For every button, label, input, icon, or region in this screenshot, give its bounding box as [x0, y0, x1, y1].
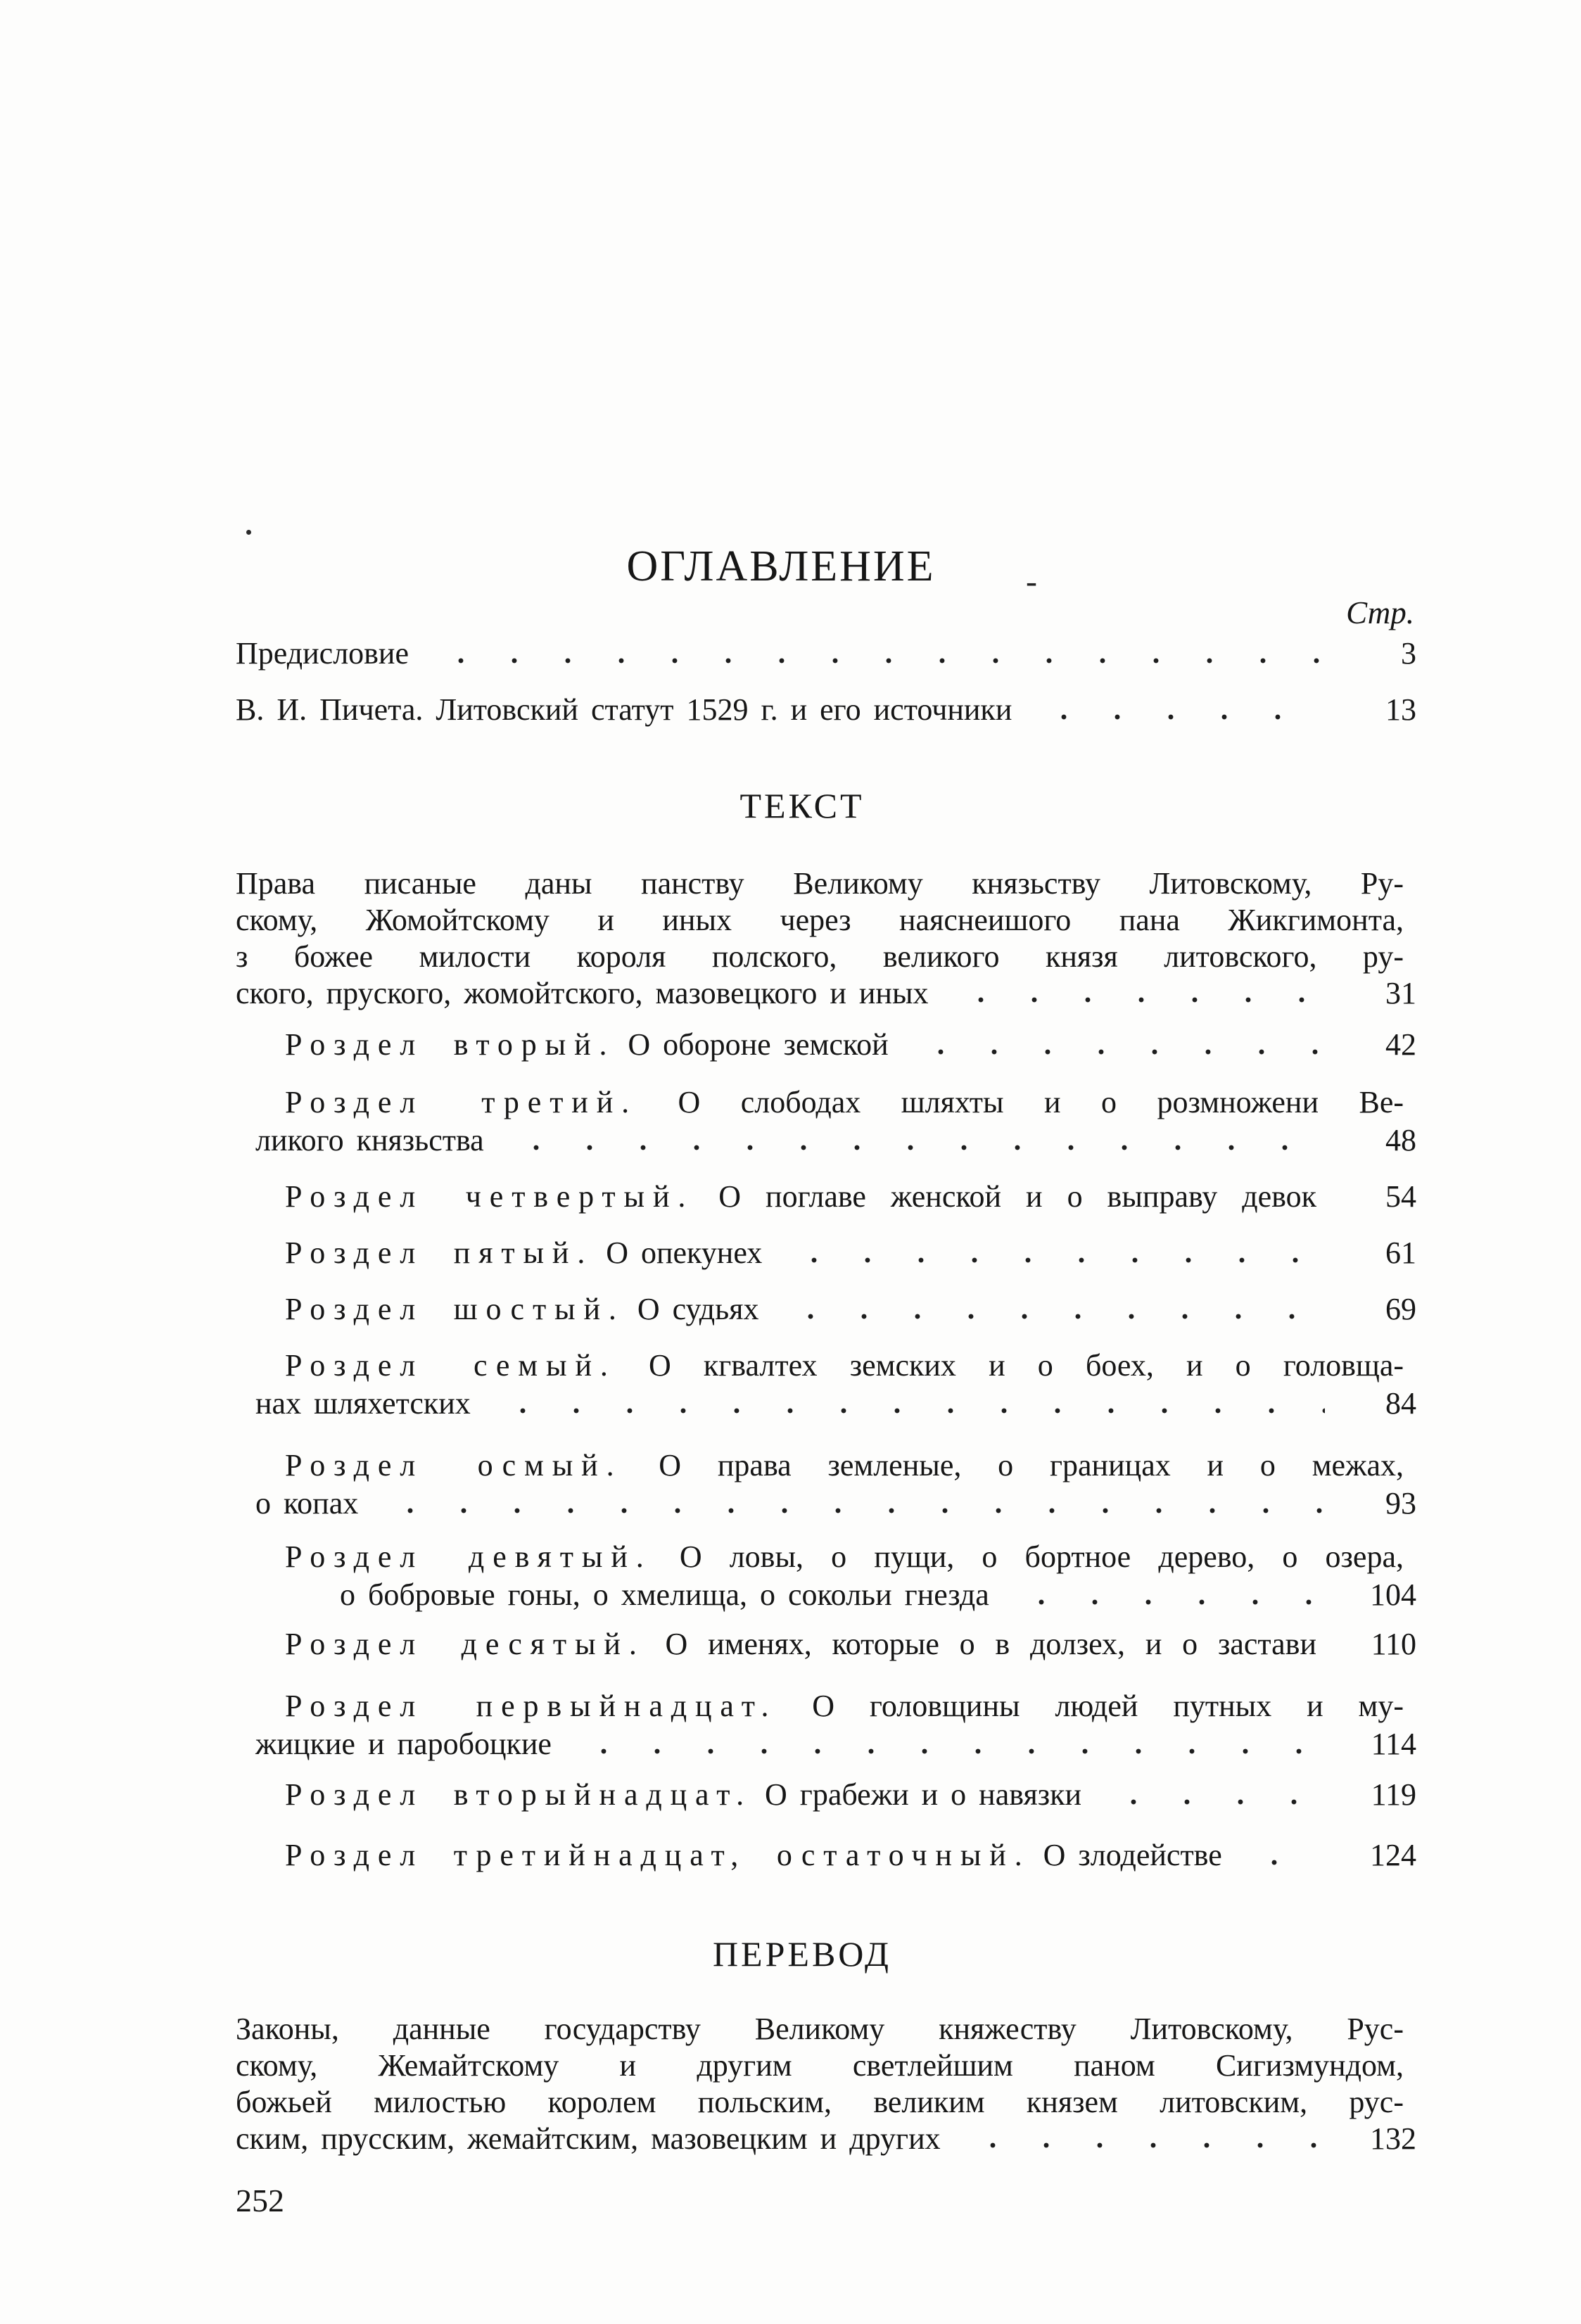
entry-rest: О поглаве женской и о выправу девок [718, 1179, 1316, 1214]
paragraph-line: з божее милости короля полского, великого князя литовского, ру- [236, 939, 1404, 974]
entry-text: В. И. Пичета. Литовский статут 1529 г. и его источники [236, 692, 1012, 727]
entry-label: Роздел третийнадцат, остаточный. [285, 1838, 1031, 1872]
paragraph-line: Права писаные даны панству Великому князьству Литовскому, Ру- [236, 866, 1404, 901]
page-number: 69 [1385, 1292, 1416, 1326]
entry-continuation-line [236, 1122, 1416, 1160]
paragraph-line: божьей милостью королем польским, великим князем литовским, рус- [236, 2085, 1404, 2119]
page-number: 3 [1401, 636, 1416, 671]
dot-leader [947, 977, 1325, 1012]
page-number: 54 [1385, 1179, 1416, 1214]
entry-cont-text: о копах [255, 1486, 359, 1520]
entry-first-line [236, 1084, 1404, 1122]
page-number: 93 [1385, 1486, 1416, 1520]
dot-leader [1240, 1839, 1325, 1874]
paragraph-line: Законы, данные государству Великому княжеству Литовскому, Рус- [236, 2012, 1404, 2046]
entry-cont-text: о бобровые гоны, о хмелища, о сокольи гнезда [340, 1577, 989, 1612]
entry-rest: О слободах шляхты и о розмножени Ве- [678, 1085, 1404, 1119]
toc-entry-2 [236, 1026, 1416, 1064]
entry-continuation-line [236, 1485, 1416, 1523]
page-number: 48 [1385, 1123, 1416, 1157]
entry-first-line [236, 1447, 1404, 1485]
page-number: 119 [1371, 1777, 1416, 1812]
dot-leader [427, 637, 1325, 673]
entry-text [285, 1234, 762, 1272]
entry-text [285, 1290, 758, 1328]
section-heading-perevod: ПЕРЕВОД [712, 1934, 892, 1974]
intro-paragraph-tekst [236, 865, 1416, 1012]
page-number: 132 [1370, 2121, 1416, 2156]
dot-leader [1100, 1779, 1325, 1814]
page-number: 104 [1370, 1577, 1416, 1612]
dot-leader [1030, 694, 1325, 729]
page-number: 114 [1371, 1727, 1416, 1761]
toc-entry-3 [236, 1084, 1416, 1160]
entry-rest: О судьях [637, 1292, 759, 1326]
page-number: 31 [1385, 976, 1416, 1010]
entry-first-line [236, 1538, 1404, 1576]
entry-text [285, 1026, 889, 1064]
entry-text [285, 1178, 1316, 1216]
entry-label: Роздел третий. [285, 1085, 638, 1119]
entry-continuation-line [236, 1576, 1416, 1614]
toc-entry-5 [236, 1234, 1416, 1272]
entry-rest: О обороне земской [628, 1027, 889, 1062]
scan-dash-artifact: - [1026, 563, 1037, 600]
entry-label: Роздел шостый. [285, 1292, 625, 1326]
text-block [236, 0, 1416, 2219]
entry-label: Роздел вторый. [285, 1027, 616, 1062]
folio-number: 252 [236, 2183, 284, 2218]
dot-leader [376, 1487, 1325, 1523]
page-number: 13 [1385, 692, 1416, 727]
entry-rest: О опекунех [606, 1236, 763, 1270]
dot-leader [907, 1029, 1325, 1064]
paragraph-line: скому, Жемайтскому и другим светлейшим паном Сигизмундом, [236, 2048, 1404, 2083]
toc-entry-10 [236, 1625, 1416, 1663]
entry-label: Роздел десятый. [285, 1627, 645, 1661]
toc-entry-8 [236, 1447, 1416, 1523]
toc-row-predislovie [236, 635, 1416, 673]
dot-leader [570, 1728, 1325, 1763]
toc-entry-7 [236, 1347, 1416, 1423]
dot-leader [1008, 1579, 1325, 1614]
entry-text: Предисловие [236, 636, 409, 671]
entry-rest: О ловы, о пущи, о бортное дерево, о озера, [679, 1539, 1404, 1574]
entry-label: Роздел пятый. [285, 1236, 594, 1270]
section-heading-tekst: ТЕКСТ [739, 786, 865, 825]
entry-label: Роздел вторыйнадцат. [285, 1777, 752, 1812]
toc-entry-12 [236, 1776, 1416, 1814]
paragraph-line-text: ского, пруского, жомойтского, мазовецкого и иных [236, 976, 929, 1010]
toc-row-picheta [236, 691, 1416, 729]
entry-label: Роздел первыйнадцат. [285, 1689, 777, 1723]
entry-first-line [236, 1347, 1404, 1385]
toc-entry-13 [236, 1836, 1416, 1874]
entry-cont-text: жицкие и паробоцкие [255, 1727, 552, 1761]
entry-continuation-line [236, 1725, 1416, 1763]
page-number: 84 [1385, 1386, 1416, 1421]
page-title: ОГЛАВЛЕНИЕ [626, 542, 936, 590]
entry-rest: О кгвалтех земских и о боех, и о головща- [648, 1348, 1404, 1383]
entry-rest: О именях, которые о в долзех, и о застави [665, 1627, 1316, 1661]
entry-first-line [236, 1687, 1404, 1725]
entry-text [285, 1625, 1316, 1663]
dot-leader [780, 1237, 1325, 1272]
page-number: 110 [1371, 1627, 1416, 1661]
entry-rest: О злодействе [1043, 1838, 1222, 1872]
paragraph-line-text: ским, прусским, жемайтским, мазовецким и других [236, 2121, 941, 2156]
page-number: 61 [1385, 1236, 1416, 1270]
entry-rest: О головщины людей путных и му- [812, 1689, 1404, 1723]
entry-label: Роздел четвертый. [285, 1179, 694, 1214]
toc-entry-4 [236, 1178, 1416, 1216]
entry-text [285, 1836, 1222, 1874]
entry-label: Роздел семый. [285, 1348, 616, 1383]
entry-label: Роздел осмый. [285, 1448, 623, 1482]
toc-entry-6 [236, 1290, 1416, 1328]
entry-continuation-line [236, 1385, 1416, 1423]
entry-rest: О права земленые, о границах и о межах, [659, 1448, 1404, 1482]
page-number: 42 [1385, 1027, 1416, 1062]
entry-label: Роздел девятый. [285, 1539, 652, 1574]
toc-entry-11 [236, 1687, 1416, 1763]
dot-leader [777, 1293, 1325, 1328]
intro-paragraph-perevod [236, 2011, 1416, 2157]
paragraph-line: скому, Жомойтскому и иных через наяснеишого пана Жикгимонта, [236, 903, 1404, 937]
dot-leader [959, 2122, 1325, 2157]
entry-cont-text: ликого князьства [255, 1123, 484, 1157]
dot-leader [489, 1388, 1325, 1423]
page-number: 124 [1370, 1838, 1416, 1872]
paragraph-last-line [236, 975, 1416, 1012]
entry-text [285, 1776, 1081, 1814]
paragraph-last-line [236, 2121, 1416, 2157]
dot-leader [502, 1124, 1325, 1160]
entry-rest: О грабежи и о навязки [765, 1777, 1081, 1812]
page-column-header: Стр. [1346, 595, 1414, 630]
toc-entry-9 [236, 1538, 1416, 1614]
entry-cont-text: нах шляхетских [255, 1386, 471, 1421]
